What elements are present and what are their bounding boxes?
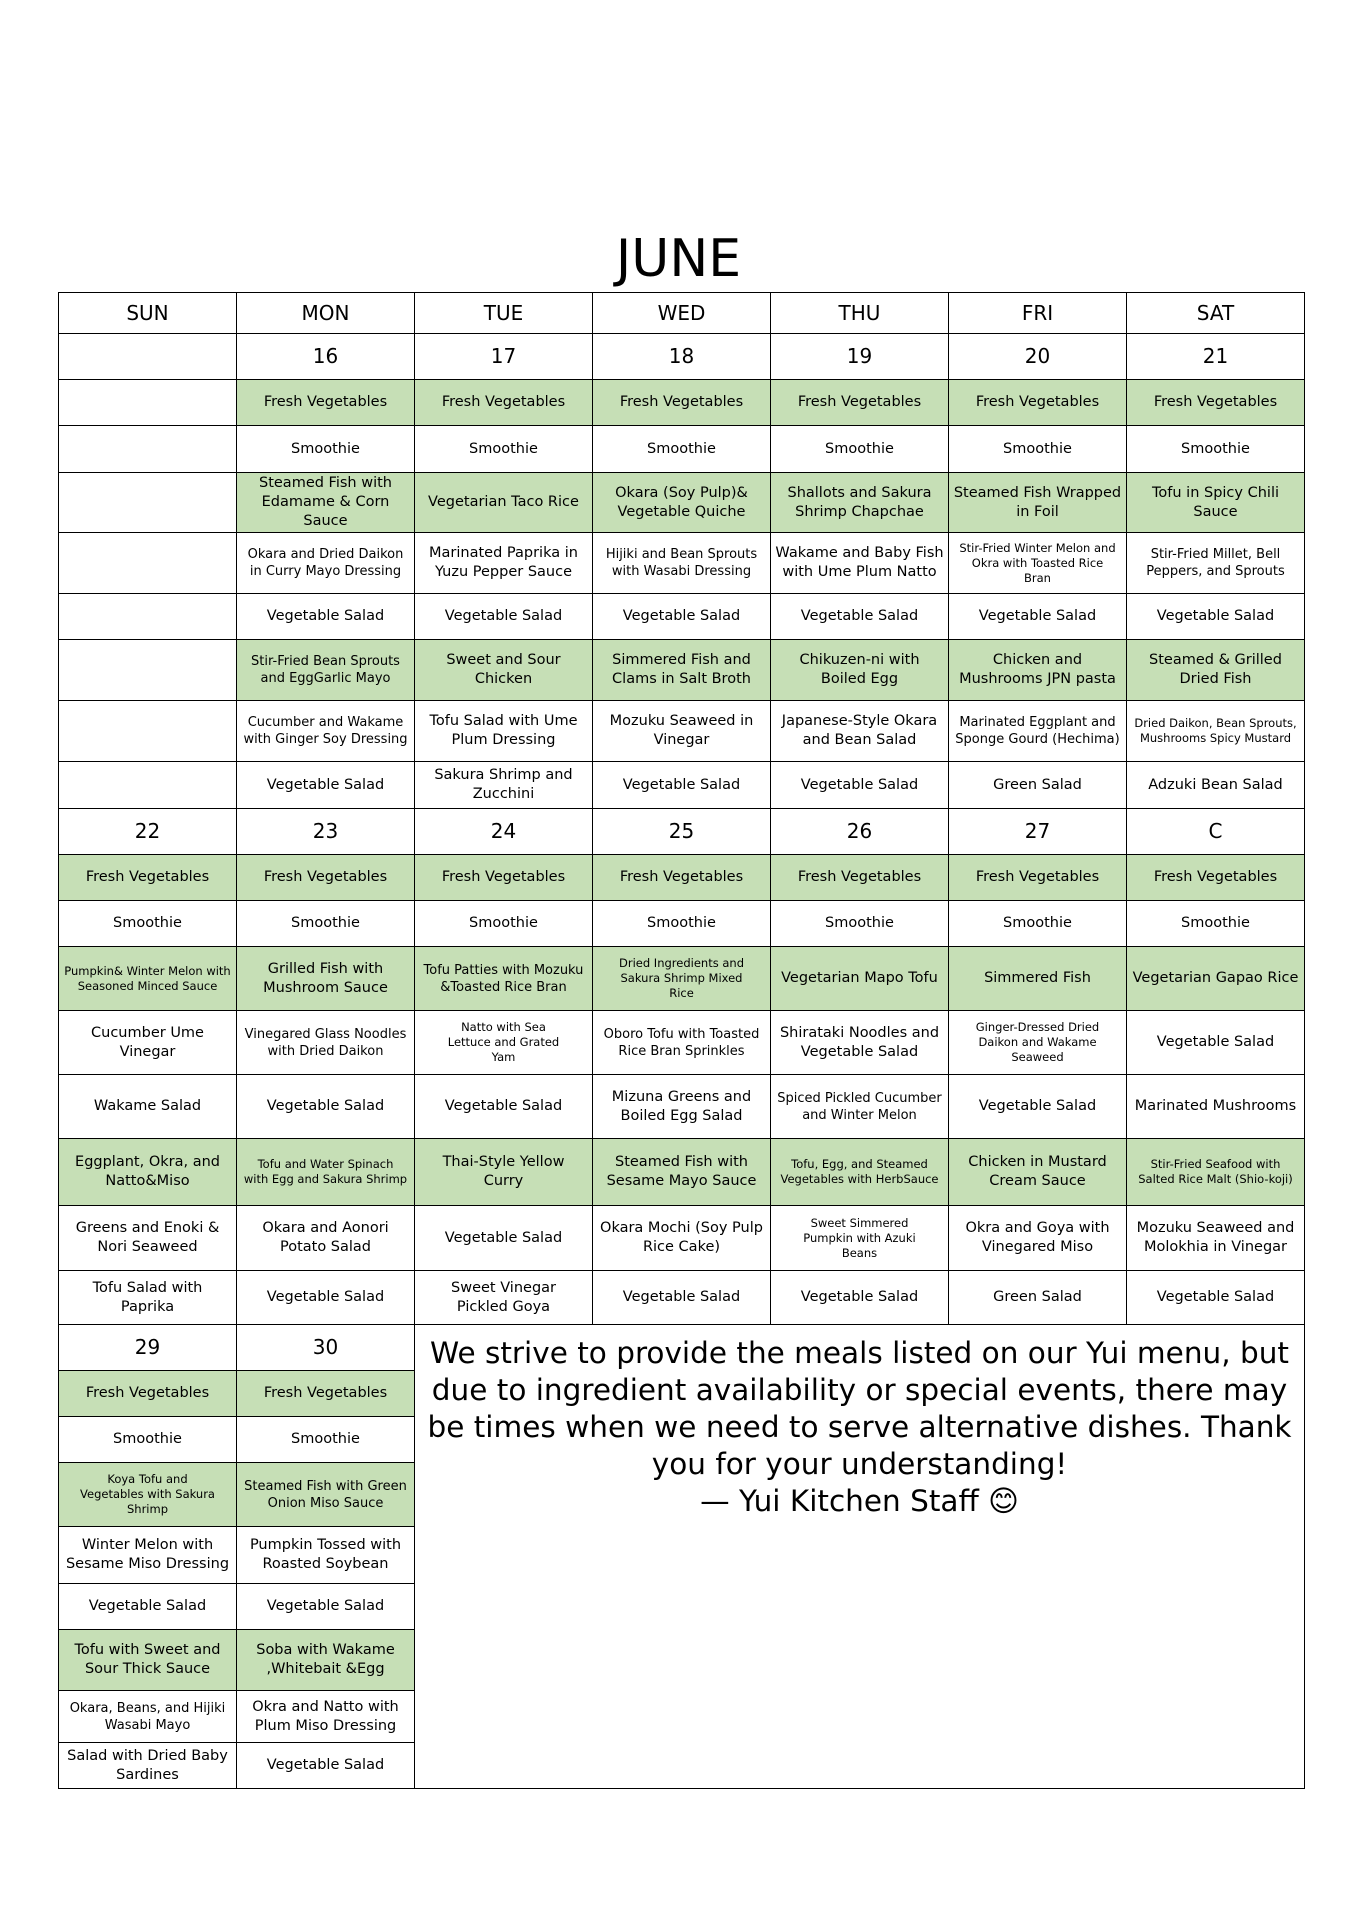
menu-item: Vegetable Salad	[415, 1075, 593, 1139]
date-cell: 25	[593, 809, 771, 855]
menu-calendar	[58, 292, 1305, 1789]
menu-item: Steamed Fish with Green Onion Miso Sauce	[237, 1463, 415, 1527]
menu-item: Simmered Fish	[949, 947, 1127, 1011]
menu-item: Chicken in Mustard Cream Sauce	[949, 1139, 1127, 1206]
menu-item: Cucumber Ume Vinegar	[59, 1011, 237, 1075]
menu-item: Vegetable Salad	[59, 1584, 237, 1630]
menu-item: Spiced Pickled Cucumber and Winter Melon	[771, 1075, 949, 1139]
menu-item: Smoothie	[415, 901, 593, 947]
menu-item: Vegetable Salad	[771, 762, 949, 809]
menu-item: Fresh Vegetables	[1127, 855, 1305, 901]
menu-item: Tofu, Egg, and Steamed Vegetables with HerbSauce	[771, 1139, 949, 1206]
date-cell: 26	[771, 809, 949, 855]
menu-item: Japanese-Style Okara and Bean Salad	[771, 701, 949, 762]
menu-item: Tofu in Spicy Chili Sauce	[1127, 473, 1305, 533]
menu-item: Dried Daikon, Bean Sprouts, Mushrooms Spicy Mustard	[1127, 701, 1305, 762]
menu-item: Green Salad	[949, 762, 1127, 809]
menu-item: Vegetarian Gapao Rice	[1127, 947, 1305, 1011]
menu-item: Vegetable Salad	[593, 762, 771, 809]
menu-item: Wakame Salad	[59, 1075, 237, 1139]
menu-item: Vegetable Salad	[237, 1584, 415, 1630]
menu-item: Soba with Wakame ,Whitebait &Egg	[237, 1630, 415, 1691]
day-header-mon: MON	[237, 293, 415, 334]
empty-cell	[59, 594, 237, 640]
menu-item: Smoothie	[237, 901, 415, 947]
menu-item: Shallots and Sakura Shrimp Chapchae	[771, 473, 949, 533]
menu-item: Green Salad	[949, 1271, 1127, 1325]
date-cell: 30	[237, 1325, 415, 1371]
menu-item: Okara and Dried Daikon in Curry Mayo Dressing	[237, 533, 415, 594]
date-cell: 17	[415, 334, 593, 380]
menu-item: Stir-Fried Seafood with Salted Rice Malt (Shio-koji)	[1127, 1139, 1305, 1206]
date-cell	[59, 334, 237, 380]
menu-item: Fresh Vegetables	[415, 855, 593, 901]
menu-item: Vegetarian Mapo Tofu	[771, 947, 949, 1011]
menu-item: Eggplant, Okra, and Natto&Miso	[59, 1139, 237, 1206]
month-title: JUNE	[615, 229, 742, 289]
menu-item: Vegetable Salad	[237, 1075, 415, 1139]
date-cell: 19	[771, 334, 949, 380]
empty-cell	[59, 473, 237, 533]
menu-item: Smoothie	[949, 426, 1127, 473]
menu-item: Shirataki Noodles and Vegetable Salad	[771, 1011, 949, 1075]
menu-item: Steamed & Grilled Dried Fish	[1127, 640, 1305, 701]
menu-item: Smoothie	[59, 1417, 237, 1463]
menu-item: Sweet Vinegar Pickled Goya	[415, 1271, 593, 1325]
date-cell: 29	[59, 1325, 237, 1371]
menu-item: Vinegared Glass Noodles with Dried Daikon	[237, 1011, 415, 1075]
menu-item: Smoothie	[949, 901, 1127, 947]
menu-item: Dried Ingredients and Sakura Shrimp Mixed Rice	[593, 947, 771, 1011]
menu-item: Smoothie	[237, 426, 415, 473]
menu-item: Fresh Vegetables	[237, 1371, 415, 1417]
menu-item: Fresh Vegetables	[237, 855, 415, 901]
menu-item: Marinated Eggplant and Sponge Gourd (Hechima)	[949, 701, 1127, 762]
menu-item: Steamed Fish with Edamame & Corn Sauce	[237, 473, 415, 533]
menu-item: Greens and Enoki & Nori Seaweed	[59, 1206, 237, 1271]
menu-item: Fresh Vegetables	[59, 1371, 237, 1417]
menu-item: Smoothie	[1127, 426, 1305, 473]
day-header-fri: FRI	[949, 293, 1127, 334]
date-cell: 27	[949, 809, 1127, 855]
menu-item: Vegetable Salad	[1127, 1271, 1305, 1325]
menu-item: Fresh Vegetables	[237, 380, 415, 426]
menu-item: Natto with Sea Lettuce and Grated Yam	[415, 1011, 593, 1075]
menu-item: Chicken and Mushrooms JPN pasta	[949, 640, 1127, 701]
menu-item: Okara, Beans, and Hijiki Wasabi Mayo	[59, 1691, 237, 1743]
menu-item: Tofu Patties with Mozuku &Toasted Rice Bran	[415, 947, 593, 1011]
menu-item: Fresh Vegetables	[415, 380, 593, 426]
menu-item: Pumpkin Tossed with Roasted Soybean	[237, 1527, 415, 1584]
menu-item: Marinated Paprika in Yuzu Pepper Sauce	[415, 533, 593, 594]
menu-item: Adzuki Bean Salad	[1127, 762, 1305, 809]
menu-item: Vegetable Salad	[771, 594, 949, 640]
menu-item: Marinated Mushrooms	[1127, 1075, 1305, 1139]
menu-item: Smoothie	[59, 901, 237, 947]
menu-item: Smoothie	[415, 426, 593, 473]
notice-box	[415, 1325, 1305, 1789]
day-header-thu: THU	[771, 293, 949, 334]
menu-item: Vegetable Salad	[237, 762, 415, 809]
menu-item: Sweet and Sour Chicken	[415, 640, 593, 701]
menu-item: Steamed Fish Wrapped in Foil	[949, 473, 1127, 533]
menu-item: Sakura Shrimp and Zucchini	[415, 762, 593, 809]
menu-item: Tofu and Water Spinach with Egg and Sakura Shrimp	[237, 1139, 415, 1206]
menu-item: Vegetable Salad	[949, 1075, 1127, 1139]
menu-item: Vegetable Salad	[415, 594, 593, 640]
day-header-tue: TUE	[415, 293, 593, 334]
menu-item: Grilled Fish with Mushroom Sauce	[237, 947, 415, 1011]
menu-item: Vegetable Salad	[237, 594, 415, 640]
menu-item: Stir-Fried Millet, Bell Peppers, and Sprouts	[1127, 533, 1305, 594]
notice-signature: — Yui Kitchen Staff 😊	[700, 1484, 1019, 1518]
menu-item: Steamed Fish with Sesame Mayo Sauce	[593, 1139, 771, 1206]
date-cell: 22	[59, 809, 237, 855]
menu-item: Fresh Vegetables	[593, 380, 771, 426]
notice-text: We strive to provide the meals listed on our Yui menu, but due to ingredient availability or special events, there may be times when we need to serve alternative dishes. Thank you for your understanding!	[427, 1336, 1292, 1481]
menu-item: Stir-Fried Winter Melon and Okra with Toasted Rice Bran	[949, 533, 1127, 594]
date-cell: 16	[237, 334, 415, 380]
menu-item: Winter Melon with Sesame Miso Dressing	[59, 1527, 237, 1584]
menu-item: Okara and Aonori Potato Salad	[237, 1206, 415, 1271]
date-cell: 18	[593, 334, 771, 380]
menu-item: Thai-Style Yellow Curry	[415, 1139, 593, 1206]
menu-item: Oboro Tofu with Toasted Rice Bran Sprinkles	[593, 1011, 771, 1075]
menu-item: Vegetable Salad	[593, 594, 771, 640]
empty-cell	[59, 640, 237, 701]
empty-cell	[59, 762, 237, 809]
menu-item: Fresh Vegetables	[1127, 380, 1305, 426]
menu-item: Vegetable Salad	[771, 1271, 949, 1325]
menu-item: Fresh Vegetables	[771, 855, 949, 901]
date-cell: 21	[1127, 334, 1305, 380]
menu-item: Okra and Goya with Vinegared Miso	[949, 1206, 1127, 1271]
date-cell: C	[1127, 809, 1305, 855]
menu-item: Vegetable Salad	[1127, 594, 1305, 640]
menu-item: Smoothie	[771, 901, 949, 947]
menu-item: Salad with Dried Baby Sardines	[59, 1743, 237, 1789]
menu-item: Vegetarian Taco Rice	[415, 473, 593, 533]
menu-item: Fresh Vegetables	[593, 855, 771, 901]
menu-item: Simmered Fish and Clams in Salt Broth	[593, 640, 771, 701]
menu-item: Okara Mochi (Soy Pulp Rice Cake)	[593, 1206, 771, 1271]
menu-item: Smoothie	[237, 1417, 415, 1463]
menu-item: Mozuku Seaweed in Vinegar	[593, 701, 771, 762]
empty-cell	[59, 426, 237, 473]
date-cell: 20	[949, 334, 1127, 380]
menu-item: Tofu with Sweet and Sour Thick Sauce	[59, 1630, 237, 1691]
menu-item: Sweet Simmered Pumpkin with Azuki Beans	[771, 1206, 949, 1271]
menu-item: Vegetable Salad	[237, 1743, 415, 1789]
empty-cell	[59, 701, 237, 762]
date-cell: 23	[237, 809, 415, 855]
menu-item: Vegetable Salad	[949, 594, 1127, 640]
menu-item: Tofu Salad with Paprika	[59, 1271, 237, 1325]
empty-cell	[59, 380, 237, 426]
date-cell: 24	[415, 809, 593, 855]
empty-cell	[59, 533, 237, 594]
menu-item: Vegetable Salad	[237, 1271, 415, 1325]
menu-item: Smoothie	[593, 901, 771, 947]
menu-item: Fresh Vegetables	[949, 380, 1127, 426]
menu-item: Mozuku Seaweed and Molokhia in Vinegar	[1127, 1206, 1305, 1271]
menu-item: Smoothie	[771, 426, 949, 473]
menu-item: Wakame and Baby Fish with Ume Plum Natto	[771, 533, 949, 594]
menu-item: Chikuzen-ni with Boiled Egg	[771, 640, 949, 701]
day-header-wed: WED	[593, 293, 771, 334]
day-header-sun: SUN	[59, 293, 237, 334]
menu-item: Smoothie	[593, 426, 771, 473]
menu-item: Vegetable Salad	[593, 1271, 771, 1325]
menu-item: Hijiki and Bean Sprouts with Wasabi Dressing	[593, 533, 771, 594]
menu-item: Stir-Fried Bean Sprouts and EggGarlic Mayo	[237, 640, 415, 701]
menu-item: Fresh Vegetables	[771, 380, 949, 426]
menu-item: Fresh Vegetables	[949, 855, 1127, 901]
menu-item: Fresh Vegetables	[59, 855, 237, 901]
menu-item: Vegetable Salad	[415, 1206, 593, 1271]
menu-item: Ginger-Dressed Dried Daikon and Wakame Seaweed	[949, 1011, 1127, 1075]
menu-item: Okara (Soy Pulp)& Vegetable Quiche	[593, 473, 771, 533]
menu-item: Mizuna Greens and Boiled Egg Salad	[593, 1075, 771, 1139]
menu-item: Vegetable Salad	[1127, 1011, 1305, 1075]
menu-item: Tofu Salad with Ume Plum Dressing	[415, 701, 593, 762]
menu-item: Cucumber and Wakame with Ginger Soy Dressing	[237, 701, 415, 762]
day-header-sat: SAT	[1127, 293, 1305, 334]
menu-item: Smoothie	[1127, 901, 1305, 947]
menu-item: Koya Tofu and Vegetables with Sakura Shrimp	[59, 1463, 237, 1527]
menu-item: Okra and Natto with Plum Miso Dressing	[237, 1691, 415, 1743]
menu-item: Pumpkin& Winter Melon with Seasoned Minced Sauce	[59, 947, 237, 1011]
